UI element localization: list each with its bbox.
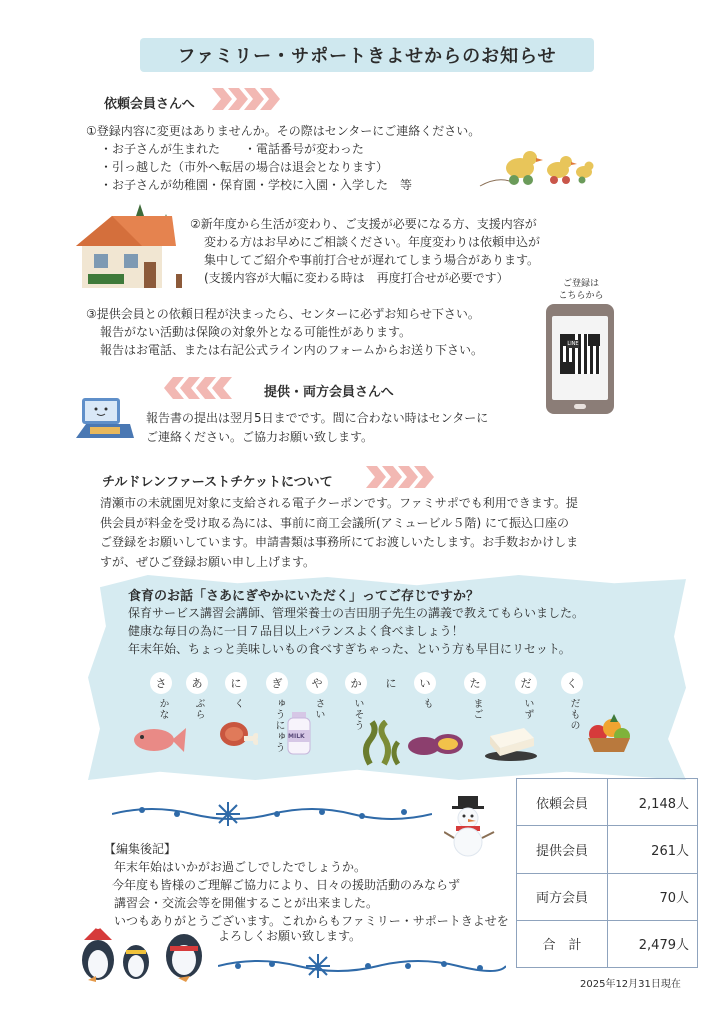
ticket-line3: ご登録をお願いしています。申請書類は事務所にてお渡しいたします。お手数おかけしま: [100, 535, 579, 549]
food-letter-a: あ: [186, 672, 208, 694]
requesters-item3-line2: 報告がない活動は保険の対象外となる可能性があります。: [100, 325, 412, 339]
food-word-imo: も: [421, 698, 432, 709]
stat-label: 提供会員: [517, 826, 608, 873]
table-row: [517, 826, 698, 873]
food-word-daizu: いず: [522, 698, 533, 720]
meat-icon: [218, 716, 258, 752]
food-line1: 保育サービス講習会講師、管理栄養士の吉田朋子先生の講義で教えてもらいました。: [128, 606, 585, 620]
food-word-gyunyu: ゅうにゅう: [273, 698, 284, 753]
food-word-yasai: さい: [313, 698, 324, 720]
table-row: [517, 873, 698, 920]
postscript-line1: 年末年始はいかがお過ごしでしたでしょうか。: [114, 860, 367, 874]
tofu-icon: [484, 722, 538, 762]
requesters-heading: 依頼会員さんへ: [104, 97, 195, 112]
stat-value: 2,479人: [608, 920, 698, 967]
food-letter-ni-2: に: [385, 677, 397, 690]
requesters-item3-line1: ③提供会員との依頼日程が決まったら、センターに必ずお知らせ下さい。: [86, 307, 480, 321]
food-letter-i: い: [414, 672, 436, 694]
food-line2: 健康な毎日の為に一日７品目以上バランスよく食べましょう！: [128, 624, 464, 638]
table-row: [517, 779, 698, 826]
food-word-tamago: まご: [471, 698, 482, 720]
requesters-item2-line2: 変わる方はお早めにご相談ください。年度変わりは依頼申込が: [204, 235, 541, 249]
ticket-line1: 清瀬市の未就園児対象に支給される電子クーポンです。ファミサポでも利用できます。提: [100, 496, 578, 510]
food-word-abura: ぶら: [193, 698, 204, 720]
stat-value: 261人: [608, 826, 698, 873]
ticket-heading: チルドレンファーストチケットについて: [102, 475, 333, 490]
snowman-icon: [444, 796, 496, 858]
fruit-basket-icon: [584, 712, 634, 754]
stat-value: 70人: [608, 873, 698, 920]
food-word-niku: く: [232, 698, 243, 709]
postscript-line2: 今年度も皆様のご理解ご協力により、日々の援助活動のみならず: [112, 878, 461, 892]
food-letter-ku: く: [561, 672, 583, 694]
requesters-item2-line3: 集中してご紹介や事前打合せが遅れてしまう場合があります。: [204, 253, 540, 267]
sweet-potato-icon: [408, 728, 464, 760]
food-word-kudamono: だもの: [568, 698, 579, 731]
requesters-bullet2: ・引っ越した（市外へ転居の場合は退会となります）: [100, 160, 389, 174]
stat-label: 依頼会員: [517, 779, 608, 826]
member-stats-table: [516, 778, 698, 968]
qr-caption: [552, 278, 610, 302]
chevron-arrows-right-icon: [212, 88, 276, 110]
food-letter-sa: さ: [150, 672, 172, 694]
chevron-arrows-left-icon: [164, 377, 228, 399]
food-letter-da: だ: [515, 672, 537, 694]
qr-code[interactable]: [560, 334, 600, 374]
food-letter-ya: や: [306, 672, 328, 694]
food-letter-ka: か: [345, 672, 367, 694]
milk-label: MILK: [288, 733, 305, 740]
duck-toy-icon: [478, 146, 596, 188]
postscript-line5: よろしくお願い致します。: [218, 929, 362, 943]
requesters-item2-line4: (支援内容が大幅に変わる時は 再度打合せが必要です）: [204, 271, 509, 285]
stat-value: 2,148人: [608, 779, 698, 826]
food-heading: 食育のお話「さあにぎやかにいただく」ってご存じですか？: [128, 589, 480, 604]
requesters-bullet3: ・お子さんが幼稚園・保育園・学校に入園・入学した 等: [100, 178, 413, 192]
chevron-arrows-right-icon: [366, 466, 430, 488]
snowflake-line-top: [112, 800, 432, 828]
food-line3: 年末年始、ちょっと美味しいもの食べすぎちゃった、という方も早目にリセット。: [128, 642, 571, 656]
line-logo: LINE: [567, 341, 579, 347]
providers-line2: ご連絡ください。ご協力お願い致します。: [146, 430, 374, 444]
postscript-line4: いつもありがとうございます。これからもファミリー・サポートきよせを: [114, 914, 509, 928]
laptop-icon: [76, 396, 134, 442]
phone-home-button-icon: [574, 404, 586, 409]
ticket-body: [100, 494, 640, 572]
stat-label: 両方会員: [517, 873, 608, 920]
page-title: ファミリー・サポートきよせからのお知らせ: [140, 38, 594, 72]
food-letter-ta: た: [464, 672, 486, 694]
table-row: [517, 920, 698, 967]
fish-icon: [132, 724, 186, 756]
phone-icon: [546, 304, 614, 414]
food-word-sakana: かな: [157, 698, 168, 720]
requesters-item3-line3: 報告はお電話、または右記公式ライン内のフォームからお送り下さい。: [100, 343, 484, 357]
qr-caption-line2: こちらから: [558, 291, 604, 301]
stat-label: 合 計: [517, 920, 608, 967]
stats-as-of: 2025年12月31日現在: [580, 979, 681, 990]
phone-screen: [552, 316, 608, 400]
ticket-line2: 供会員が料金を受け取る為には、事前に商工会議所(アミュービル５階) にて振込口座の: [100, 515, 569, 530]
house-icon: [72, 202, 184, 292]
postscript-line3: 講習会・交流会等を開催することが出来ました。: [114, 896, 379, 910]
seaweed-icon: [360, 720, 406, 766]
food-letter-gi: ぎ: [266, 672, 288, 694]
qr-caption-line1: ご登録は: [562, 279, 599, 289]
requesters-bullet1b: ・電話番号が変わった: [244, 142, 364, 156]
ticket-line4: すが、ぜひご登録お願い申し上げます。: [100, 554, 316, 569]
food-word-kaiso: いそう: [352, 698, 363, 731]
postscript-heading: 【編集後記】: [104, 842, 177, 856]
food-letter-ni: に: [225, 672, 247, 694]
requesters-item1: ①登録内容に変更はありませんか。その際はセンターにご連絡ください。: [86, 124, 481, 138]
providers-heading: 提供・両方会員さんへ: [264, 385, 394, 400]
requesters-item2-line1: ②新年度から生活が変わり、ご支援が必要になる方、支援内容が: [190, 217, 537, 231]
penguins-icon: [66, 924, 220, 984]
providers-line1: 報告書の提出は翌月5日までです。間に合わない時はセンターに: [146, 411, 489, 425]
snowflake-line-bottom: [218, 950, 506, 978]
requesters-bullet1a: ・お子さんが生まれた: [100, 142, 221, 156]
